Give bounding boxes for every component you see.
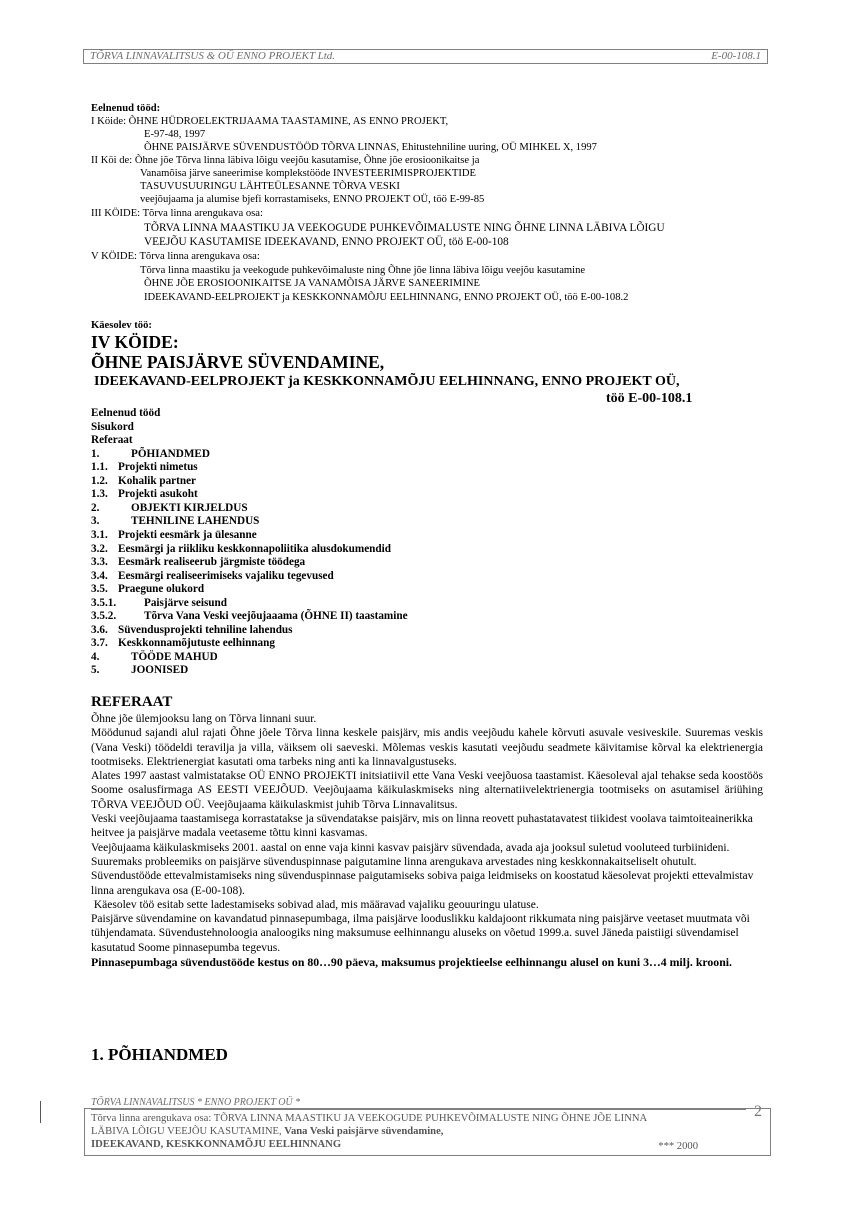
footer-line-text: LÄBIVA LÕIGU VEEJÕU KASUTAMINE, [91, 1126, 282, 1137]
previous-work-line: ÕHNE PAISJÄRVE SÜVENDUSTÖÖD TÕRVA LINNAS, Ehitustehniline uuring, OÜ MIHKEL X, 1997 [144, 142, 597, 153]
margin-mark [40, 1101, 41, 1123]
toc-number: 3. [91, 515, 100, 528]
referaat-paragraph: Veski veejõujaama taastamisega korrastatakse ja süvendatakse paisjärv, mis on linna reovett puhastatavatest tiikidest voolava taimtoiteainerikka heitvee ja paisjärve madala veetaseme tõttu kinni kasvamas. [91, 813, 753, 840]
toc-label: Eesmärk realiseerub järgmiste töödega [118, 556, 306, 569]
toc-label: TEHNILINE LAHENDUS [131, 515, 260, 528]
toc-label: Kohalik partner [118, 474, 197, 487]
toc-number: 3.4. [91, 569, 108, 582]
referaat-paragraph: Alates 1997 aastast valmistatakse OÜ ENNO PROJEKTI initsiatiivil ette Vana Veski veejõuosa taastamist. Käesoleval ajal tehakse seda koostöös Soome osalusfirmaga AS EESTI VEEJÕUD. Veejõujaama käikulaskmiseks ning alternatiivelektrienergia tootmiseks on asutamisel äriühing TÕRVA VEEJÕUD OÜ. Veejõujaama käikulaskmist juhib Tõrva Linnavalitsus. [91, 770, 763, 811]
toc-label: Projekti eesmärk ja ülesanne [118, 528, 257, 541]
toc-label: Tõrva Vana Veski veejõujaaama (ÕHNE II) taastamine [144, 610, 408, 623]
toc-number: 1. [91, 447, 100, 460]
toc-number: 2. [91, 501, 100, 514]
previous-work-line: II Köi de: Õhne jõe Tõrva linna läbiva lõigu veejõu kasutamise, Õhne jõe erosioonikaitse ja [91, 155, 480, 166]
previous-work-line: I Köide: ÕHNE HÜDROELEKTRIJAAMA TAASTAMINE, AS ENNO PROJEKT, [91, 116, 449, 127]
toc-entry[interactable] [91, 515, 259, 529]
header-doc-code: E-00-108.1 [711, 50, 761, 62]
toc-entry[interactable] [91, 610, 408, 624]
previous-work-line: VEEJÕU KASUTAMISE IDEEKAVAND, ENNO PROJEKT OÜ, töö E-00-108 [144, 236, 509, 248]
referaat-paragraph: Suuremaks probleemiks on paisjärve süvenduspinnase paigutamine linna arengukava arvestades ning keskkonnakaitseliselt ohutult. Süvendustööde ettevalmistamiseks ning süvenduspinnase paigutamiseks sobiva paiga leidmiseks on koostatud käesolevat projekti ettevalmistav linna arengukava osa (E-00-108). [91, 855, 754, 897]
toc-entry[interactable] [91, 556, 305, 570]
toc-entry[interactable] [91, 624, 293, 638]
volume-title: IV KÖIDE: [91, 332, 179, 352]
toc-label: Paisjärve seisund [144, 596, 227, 609]
page-header [83, 49, 768, 64]
toc-entry[interactable] [91, 488, 198, 502]
referaat-body [91, 712, 763, 969]
toc-number: 1.2. [91, 474, 108, 487]
document-subtitle: IDEEKAVAND-EELPROJEKT ja KESKKONNAMÕJU EELHINNANG, ENNO PROJEKT OÜ, [94, 374, 680, 389]
toc-number: 3.7. [91, 637, 108, 650]
toc-label: TÖÖDE MAHUD [131, 650, 218, 663]
toc-entry[interactable]: Eelnenud tööd [91, 407, 161, 419]
toc-entry[interactable] [91, 651, 218, 665]
toc-entry[interactable] [91, 583, 204, 597]
footer-line [91, 1125, 764, 1138]
toc-entry[interactable] [91, 475, 196, 489]
previous-work-line: ÕHNE JÕE EROSIOONIKAITSE JA VANAMÕISA JÄRVE SANEERIMINE [144, 278, 481, 289]
document-title: ÕHNE PAISJÄRVE SÜVENDAMINE, [91, 352, 385, 372]
toc-number: 5. [91, 664, 100, 677]
footer-year: *** 2000 [658, 1141, 698, 1152]
referaat-summary: Pinnasepumbaga süvendustööde kestus on 80…90 päeva, maksumus projektieelse eelhinnangu alusel on kuni 3…4 milj. krooni. [91, 955, 732, 970]
previous-work-text: IDEEKAVAND-EELPROJEKT ja KESKKONNAMÕJU EELHINNANG, ENNO PROJEKT OÜ, [144, 292, 562, 303]
toc-label: Praegune olukord [118, 583, 205, 596]
toc-entry[interactable] [91, 461, 198, 475]
previous-work-line: TASUVUSUURINGU LÄHTEÜLESANNE TÕRVA VESKI [140, 181, 400, 192]
toc-number: 1.1. [91, 461, 108, 474]
previous-work-line: Vanamõisa järve saneerimise komplekstööde INVESTEERIMISPROJEKTIDE [140, 168, 476, 179]
toc-entry[interactable] [91, 543, 391, 557]
page-number: 2 [754, 1103, 762, 1120]
toc-entry[interactable]: Referaat [91, 434, 133, 447]
toc-number: 3.6. [91, 623, 108, 636]
toc-label: Eesmärgi ja riikliku keskkonnapoliitika alusdokumendid [118, 542, 391, 555]
toc-label: Süvendusprojekti tehniline lahendus [118, 623, 293, 636]
toc-label: Keskkonnamõjutuste eelhinnang [118, 637, 275, 650]
current-work-label: Käesolev töö: [91, 320, 152, 331]
toc-number: 3.5.1. [91, 596, 117, 609]
toc-number: 3.3. [91, 556, 108, 569]
section-heading-pohiandmed: 1. PÕHIANDMED [91, 1045, 228, 1064]
toc-entry[interactable] [91, 448, 210, 462]
referaat-paragraph: Käesolev töö esitab sette ladestamiseks sobivad alad, mis määravad vajaliku geouuringu ulatuse. [91, 898, 539, 911]
previous-work-line: III KÖIDE: Tõrva linna arengukava osa: [91, 208, 263, 219]
toc-number: 3.1. [91, 528, 108, 541]
previous-work-line: Tõrva linna maastiku ja veekogude puhkevõimaluste ning Õhne jõe linna läbiva lõigu veejõu kasutamine [140, 265, 586, 276]
toc-label: Eesmärgi realiseerimiseks vajaliku tegevused [118, 569, 334, 582]
previous-work-line [144, 292, 628, 304]
toc-label: OBJEKTI KIRJELDUS [131, 501, 248, 514]
toc-label: JOONISED [131, 664, 189, 677]
header-left: TÕRVA LINNAVALITSUS & OÜ ENNO PROJEKT Ltd. [90, 50, 336, 62]
footer-line-bold: IDEEKAVAND, KESKKONNAMÕJU EELHINNANG [91, 1139, 342, 1150]
toc-number: 3.5. [91, 583, 108, 596]
toc-number: 3.5.2. [91, 610, 117, 623]
toc-label: Projekti asukoht [118, 488, 198, 501]
footer-box [84, 1108, 771, 1156]
footer-org: TÕRVA LINNAVALITSUS * ENNO PROJEKT OÜ * [91, 1097, 746, 1110]
toc-entry[interactable] [91, 597, 227, 611]
toc-number: 3.2. [91, 542, 108, 555]
toc-entry[interactable]: Sisukord [91, 420, 134, 433]
referaat-heading: REFERAAT [91, 694, 173, 710]
previous-work-line: E-97-48, 1997 [144, 129, 206, 140]
previous-works-heading: Eelnenud tööd: [91, 103, 161, 114]
footer-line-bold: Vana Veski paisjärve süvendamine, [284, 1126, 444, 1137]
toc-entry[interactable] [91, 570, 334, 584]
toc-number: 4. [91, 650, 100, 663]
previous-work-code: töö E-00-108.2 [564, 292, 629, 303]
toc-entry[interactable] [91, 502, 248, 516]
previous-work-line: V KÖIDE: Tõrva linna arengukava osa: [91, 251, 260, 262]
toc-number: 1.3. [91, 488, 108, 501]
toc-entry[interactable] [91, 637, 275, 651]
referaat-paragraph: Möödunud sajandi alul rajati Õhne jõele Tõrva linna keskele paisjärv, mis andis veejõudu kahele kõrvuti asuvale vesiveskile. Suuremas veskis (Vana Veski) töödeldi teravilja ja villa, väiksem oli saeveski. Mõlemas veskis kasutati veejõudu seadmete käivitamise kõrval ka elektrienergia tootmiseks. Elektrienergiat kasutati oma tarbeks ning anti ka linnavalgustuseks. [91, 727, 763, 768]
previous-work-line: TÕRVA LINNA MAASTIKU JA VEEKOGUDE PUHKEVÕIMALUSTE NING ÕHNE LINNA LÄBIVA LÕIGU [144, 222, 665, 234]
footer-line: Tõrva linna arengukava osa: TÕRVA LINNA MAASTIKU JA VEEKOGUDE PUHKEVÕIMALUSTE NING ÕHNE JÕE LINNA [91, 1113, 648, 1124]
previous-work-line: veejõujaama ja alumise bjefi korrastamiseks, ENNO PROJEKT OÜ, töö E-99-85 [140, 194, 485, 205]
referaat-paragraph: Veejõujaama käikulaskmiseks 2001. aastal on enne vaja kinni kasvav paisjärv süvendada, avada aja jooksul suletud vooluteed turbiinideni. [91, 841, 730, 854]
referaat-paragraph: Paisjärve süvendamine on kavandatud pinnasepumbaga, ilma paisjärve looduslikku kaldajoont rikkumata ning paisjärve veetaset muutmata või tühjendamata. Süvendustehnoloogia analoogiks ning maksumuse eelhinnangu aluseks on võetud 1999.a. suvel Jäneda paistiigi süvendamisel kasutatud Soome pinnasepumba tegevus. [91, 913, 750, 954]
toc-entry[interactable] [91, 664, 188, 678]
toc-label: PÕHIANDMED [131, 447, 210, 460]
referaat-paragraph: Õhne jõe ülemjooksu lang on Tõrva linnani suur. [91, 713, 317, 725]
document-code: töö E-00-108.1 [606, 391, 693, 406]
toc-entry[interactable] [91, 529, 257, 543]
toc-label: Projekti nimetus [118, 461, 198, 474]
